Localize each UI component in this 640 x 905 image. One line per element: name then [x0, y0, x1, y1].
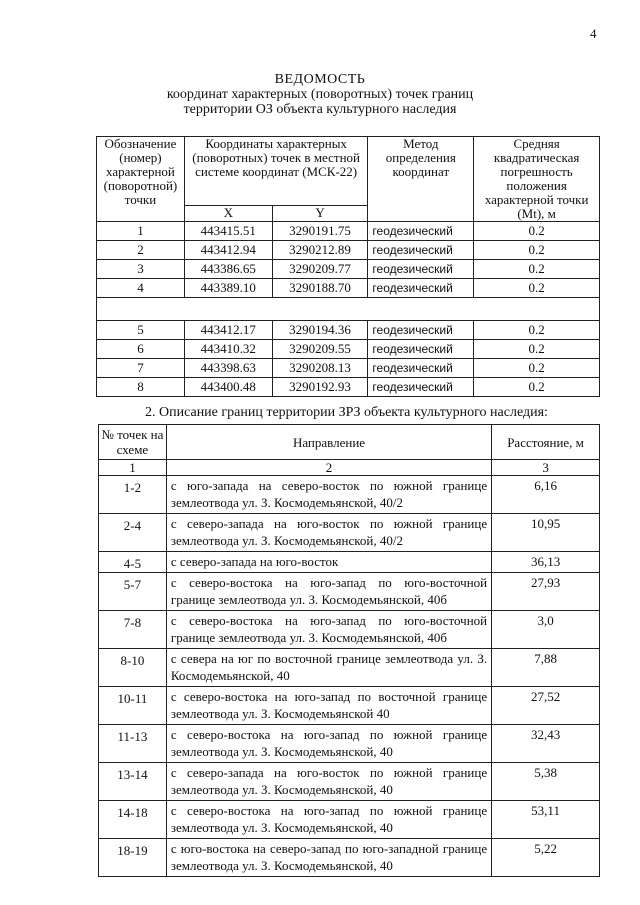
coord-row — [97, 222, 600, 241]
method-cell: геодезический — [368, 279, 474, 298]
separator-row — [97, 298, 600, 321]
coord-row — [97, 378, 600, 397]
boundary-row — [99, 839, 600, 877]
boundary-row — [99, 649, 600, 687]
points-cell: 10-11 — [99, 687, 167, 725]
index-col-2: 2 — [166, 460, 491, 476]
point-number: 8 — [97, 378, 185, 397]
distance-cell: 6,16 — [492, 476, 600, 514]
point-number: 1 — [97, 222, 185, 241]
accuracy-cell: 0.2 — [474, 340, 600, 359]
separator-cell — [97, 298, 600, 321]
coordinates-table — [96, 136, 600, 397]
coord-x: 443400.48 — [184, 378, 272, 397]
distance-cell: 7,88 — [492, 649, 600, 687]
points-cell: 7-8 — [99, 611, 167, 649]
page-number: 4 — [590, 26, 597, 41]
boundary-row — [99, 476, 600, 514]
distance-cell: 5,38 — [492, 763, 600, 801]
point-number: 6 — [97, 340, 185, 359]
header-accuracy: Средняя квадратическая погрешность положения характерной точки (Mt), м — [474, 137, 600, 222]
coord-row — [97, 321, 600, 340]
coord-row — [97, 279, 600, 298]
coord-x: 443410.32 — [184, 340, 272, 359]
direction-cell: с северо-востока на юго-запад по южной границе землеотвода ул. З. Космодемьянской, 40 — [166, 801, 491, 839]
method-cell: геодезический — [368, 241, 474, 260]
distance-cell: 27,52 — [492, 687, 600, 725]
coord-y: 3290191.75 — [272, 222, 368, 241]
point-number: 2 — [97, 241, 185, 260]
accuracy-cell: 0.2 — [474, 378, 600, 397]
coord-x: 443412.17 — [184, 321, 272, 340]
coord-row — [97, 359, 600, 378]
points-cell: 13-14 — [99, 763, 167, 801]
title-line-2: территории ОЗ объекта культурного наследия — [183, 102, 457, 117]
points-cell: 18-19 — [99, 839, 167, 877]
boundary-row — [99, 687, 600, 725]
coord-y: 3290212.89 — [272, 241, 368, 260]
method-cell: геодезический — [368, 222, 474, 241]
points-cell: 2-4 — [99, 514, 167, 552]
method-cell: геодезический — [368, 340, 474, 359]
point-number: 7 — [97, 359, 185, 378]
boundary-description-table — [98, 424, 600, 877]
accuracy-cell: 0.2 — [474, 321, 600, 340]
accuracy-cell: 0.2 — [474, 359, 600, 378]
direction-cell: с юго-востока на северо-запад по юго-западной границе землеотвода ул. З. Космодемьянской, 40 — [166, 839, 491, 877]
points-cell: 8-10 — [99, 649, 167, 687]
boundary-row — [99, 514, 600, 552]
direction-cell: с северо-востока на юго-запад по южной границе землеотвода ул. З. Космодемьянской, 40 — [166, 725, 491, 763]
accuracy-cell: 0.2 — [474, 222, 600, 241]
coord-y: 3290209.55 — [272, 340, 368, 359]
coordinates-body — [97, 222, 600, 397]
accuracy-cell: 0.2 — [474, 260, 600, 279]
coord-y: 3290194.36 — [272, 321, 368, 340]
boundary-row — [99, 763, 600, 801]
direction-cell: с северо-запада на юго-восток — [166, 552, 491, 573]
boundary-row — [99, 573, 600, 611]
direction-cell: с юго-запада на северо-восток по южной границе землеотвода ул. З. Космодемьянской, 40/2 — [166, 476, 491, 514]
section-2-heading: 2. Описание границ территории ЗРЗ объекта культурного наследия: — [145, 405, 548, 420]
points-cell: 11-13 — [99, 725, 167, 763]
boundary-body — [99, 476, 600, 877]
method-cell: геодезический — [368, 359, 474, 378]
coord-x: 443389.10 — [184, 279, 272, 298]
distance-cell: 32,43 — [492, 725, 600, 763]
header-coords: Координаты характерных (поворотных) точек в местной системе координат (МСК-22) — [184, 137, 368, 206]
points-cell: 5-7 — [99, 573, 167, 611]
distance-cell: 53,11 — [492, 801, 600, 839]
header-direction: Направление — [166, 425, 491, 460]
method-cell: геодезический — [368, 378, 474, 397]
coord-y: 3290209.77 — [272, 260, 368, 279]
coord-x: 443415.51 — [184, 222, 272, 241]
boundary-row — [99, 801, 600, 839]
header-point: Обозначение (номер) характерной (поворотной) точки — [97, 137, 185, 222]
header-x: X — [184, 205, 272, 221]
points-cell: 1-2 — [99, 476, 167, 514]
direction-cell: с северо-запада на юго-восток по южной границе землеотвода ул. З. Космодемьянской, 40/2 — [166, 514, 491, 552]
distance-cell: 36,13 — [492, 552, 600, 573]
distance-cell: 27,93 — [492, 573, 600, 611]
coord-y: 3290188.70 — [272, 279, 368, 298]
distance-cell: 5,22 — [492, 839, 600, 877]
direction-cell: с северо-востока на юго-запад по восточной границе землеотвода ул. З. Космодемьянской 40 — [166, 687, 491, 725]
coord-y: 3290208.13 — [272, 359, 368, 378]
coord-x: 443412.94 — [184, 241, 272, 260]
header-points: № точек на схеме — [99, 425, 167, 460]
direction-cell: с севера на юг по восточной границе землеотвода ул. З. Космодемьянской, 40 — [166, 649, 491, 687]
index-col-3: 3 — [492, 460, 600, 476]
coord-x: 443386.65 — [184, 260, 272, 279]
index-col-1: 1 — [99, 460, 167, 476]
direction-cell: с северо-востока на юго-запад по юго-восточной границе землеотвода ул. З. Космодемьянской, 40б — [166, 611, 491, 649]
title-block — [0, 72, 640, 117]
point-number: 3 — [97, 260, 185, 279]
boundary-row — [99, 725, 600, 763]
boundary-row — [99, 611, 600, 649]
point-number: 5 — [97, 321, 185, 340]
document-title: ВЕДОМОСТЬ — [274, 72, 366, 87]
point-number: 4 — [97, 279, 185, 298]
coord-row — [97, 241, 600, 260]
distance-cell: 10,95 — [492, 514, 600, 552]
accuracy-cell: 0.2 — [474, 279, 600, 298]
coord-x: 443398.63 — [184, 359, 272, 378]
method-cell: геодезический — [368, 321, 474, 340]
header-distance: Расстояние, м — [492, 425, 600, 460]
boundary-row — [99, 552, 600, 573]
distance-cell: 3,0 — [492, 611, 600, 649]
direction-cell: с северо-востока на юго-запад по юго-восточной границе землеотвода ул. З. Космодемьянской, 40б — [166, 573, 491, 611]
direction-cell: с северо-запада на юго-восток по южной границе землеотвода ул. З. Космодемьянской, 40 — [166, 763, 491, 801]
title-line-1: координат характерных (поворотных) точек границ — [166, 87, 474, 102]
coord-row — [97, 340, 600, 359]
coord-y: 3290192.93 — [272, 378, 368, 397]
header-method: Метод определения координат — [368, 137, 474, 222]
coord-row — [97, 260, 600, 279]
accuracy-cell: 0.2 — [474, 241, 600, 260]
points-cell: 4-5 — [99, 552, 167, 573]
method-cell: геодезический — [368, 260, 474, 279]
header-y: Y — [272, 205, 368, 221]
points-cell: 14-18 — [99, 801, 167, 839]
